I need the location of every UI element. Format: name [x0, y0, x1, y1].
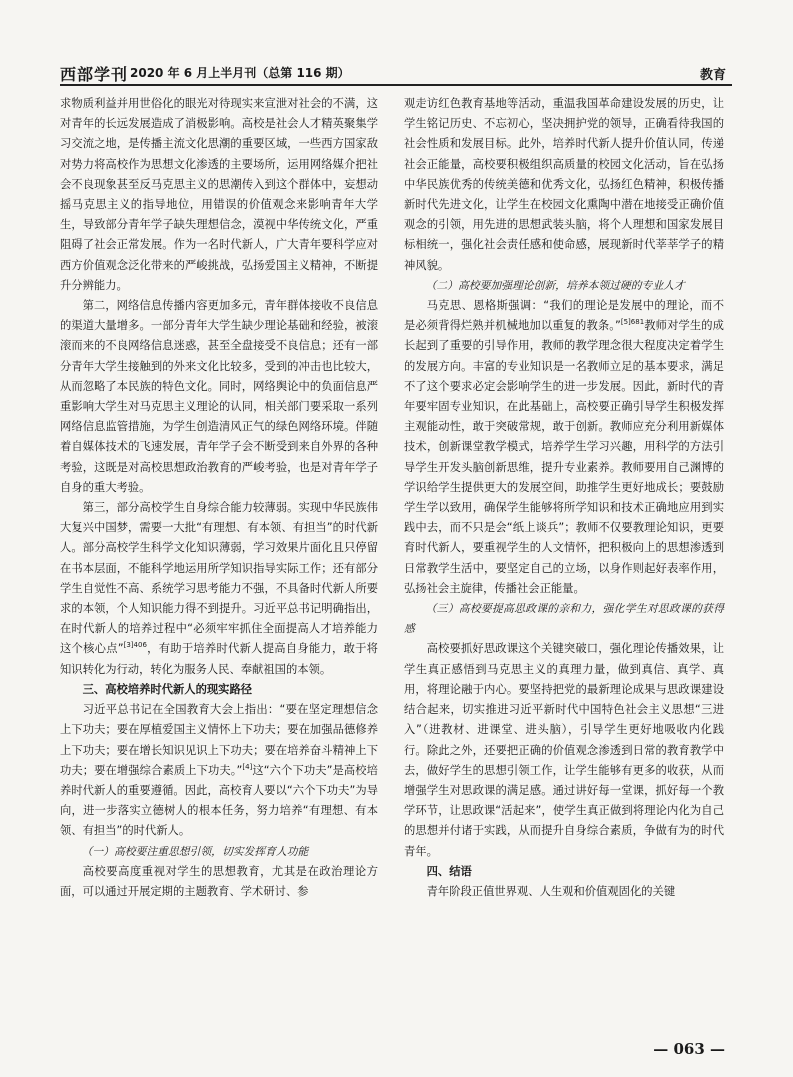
paragraph: 观走访红色教育基地等活动，重温我国革命建设发展的历史，让学生铭记历史、不忘初心，坚决拥护党的领导，正确看待我国的社会性质和发展目标。此外，培养时代新人提升价值认同，传递社会正能量，高校要积极组织高质量的校园文化活动，旨在弘扬中华民族优秀的传统美德和优秀文化，弘扬红色精神，积极传播新时代先进文化，让学生在校园文化熏陶中潜在地接受正确价值观念的引领，用先进的思想武装头脑，将个人理想和国家发展目标相统一，强化社会责任感和使命感，展现新时代莘莘学子的精神风貌。 [404, 97, 724, 272]
left-column [60, 94, 378, 902]
section-heading: 四、结语 [426, 864, 472, 878]
paragraph: 第三，部分高校学生自身综合能力较薄弱。实现中华民族伟大复兴中国梦，需要一大批“有理想、有本领、有担当”的时代新人。部分高校学生科学文化知识薄弱，学习效果片面化且只停留在书本层面，不能科学地运用所学知识指导实际工作；还有部分学生自觉性不高、系统学习思考能力不强，不具备时代新人所要求的本领，个人知识能力得不到提升。习近平总书记明确指出，在时代新人的培养过程中“必须牢牢抓住全面提高人才培养能力这个核心点”$^{[3]406}$，有助于培养时代新人提高自身能力，敢于将知识转化为行动，转化为服务人民、奉献祖国的本领。 [60, 501, 378, 676]
section-title: 教育 [699, 68, 726, 83]
paragraph: 习近平总书记在全国教育大会上指出：“要在坚定理想信念上下功夫；要在厚植爱国主义情怀上下功夫；要在加强品德修养上下功夫；要在增长知识见识上下功夫；要在培养奋斗精神上下功夫；要在增强综合素质上下功夫。”[4]这“六个下功夫”是高校培养时代新人的重要遵循。因此，高校育人要以“六个下功夫”为导向，进一步落实立德树人的根本任务，努力培养“有理想、有本领、有担当”的时代新人。 [60, 703, 378, 838]
subsection-heading: （二）高校要加强理论创新，培养本领过硬的专业人才 [425, 278, 685, 292]
paragraph: 求物质利益并用世俗化的眼光对待现实来宣泄对社会的不满，这对青年的长远发展造成了消极影响。高校是社会人才精英聚集学习交流之地，是传播主流文化思潮的重要区域，一些西方国家敌对势力将高校作为思想文化渗透的主要场所，运用网络媒介把社会不良现象甚至反马克思主义的思潮传入到这个群体中，妄想动摇马克思主义的指导地位，用错误的价值观念来影响青年大学生，导致部分青年学子缺失理想信念，漠视中华传统文化，严重阻碍了社会正常发展。作为一名时代新人，广大青年要科学应对西方价值观念泛化带来的严峻挑战，弘扬爱国主义精神，不断提升分辨能力。 [60, 97, 378, 292]
citation: [3]406 [123, 641, 147, 650]
subsection-heading: （一）高校要注重思想引领，切实发挥育人功能 [81, 844, 309, 858]
paragraph: 高校要抓好思政课这个关键突破口，强化理论传播效果，让学生真正感悟到马克思主义的真理力量，做到真信、真学、真用，将理论融于内心。要坚持把党的最新理论成果与思政课建设结合起来，切实推进习近平新时代中国特色社会主义思想“三进入”（进教材、进课堂、进头脑），引导学生更好地吸收内化践行。除此之外，还要把正确的价值观念渗透到日常的教育教学中去，做好学生的思想引领工作，让学生能够有更多的收获，从而增强学生对思政课的满足感。通过讲好每一堂课，抓好每一个教学环节，让思政课“活起来”，使学生真正做到将理论内化为自己的思想并付诸于实践，从而提升自身综合素质，争做有为的时代青年。 [404, 642, 724, 858]
issue-info: 2020 年 6 月上半月刊（总第 116 期） [130, 66, 350, 80]
journal-logo: 西部学刊 [60, 65, 129, 84]
citation: [5]681 [620, 318, 645, 327]
paragraph: 马克思、恩格斯强调：“我们的理论是发展中的理论，而不是必须背得烂熟并机械地加以重复的教条。”$^{[5]681}$教师对学生的成长起到了重要的引导作用，教师的教学理念很大程度决定着学生的发展方向。丰富的专业知识是一名教师立足的基本要求，满足不了这个要求必定会影响学生的进一步发展。因此，新时代的青年要牢固专业知识，在此基础上，高校要正确引导学生积极发挥主观能动性，敢于突破常规，敢于创新。教师应充分利用新媒体技术，创新课堂教学模式，培养学生学习兴趣，用科学的方法引导学生开发头脑创新思维，提升专业素养。教师要用自己渊博的学识给学生提供更大的发展空间，助推学生更好地成长；要鼓励学生学以致用，确保学生能够将所学知识和技术正确地应用到实践中去，而不只是会“纸上谈兵”；教师不仅要教理论知识，更要育时代新人，要重视学生的人文情怀，把积极向上的思想渗透到日常教学生活中，要坚定自己的立场，以身作则起好表率作用，弘扬社会主旋律，传播社会正能量。 [404, 299, 724, 595]
subsection-heading: （三）高校要提高思政课的亲和力，强化学生对思政课的获得感 [404, 602, 724, 636]
paragraph: 高校要高度重视对学生的思想教育，尤其是在政治理论方面，可以通过开展定期的主题教育、学术研讨、参 [60, 864, 378, 898]
page-number: — 063 — [653, 1040, 725, 1058]
page-header [60, 58, 732, 84]
paragraph: 第二，网络信息传播内容更加多元，青年群体接收不良信息的渠道大量增多。一部分青年大学生缺少理论基础和经验，被滚滚而来的不良网络信息迷惑，甚至全盘接受不良信息；还有一部分青年大学生接触到的外来文化比较多，受到的冲击也比较大，从而忽略了本民族的特色文化。同时，网络舆论中的负面信息严重影响大学生对马克思主义理论的认同，相关部门要采取一系列网络信息监管措施，为学生创造清风正气的绿色网络环境。伴随着自媒体技术的飞速发展，青年学子会不断受到来自外界的各种考验，这既是对高校思想政治教育的严峻考验，也是对青年学子自身的重大考验。 [60, 299, 378, 494]
section-heading: 三、高校培养时代新人的现实路径 [82, 682, 253, 696]
header-rule [60, 84, 732, 86]
paragraph: 青年阶段正值世界观、人生观和价值观固化的关键 [426, 884, 676, 898]
citation: [4] [242, 762, 253, 771]
right-column [404, 94, 724, 902]
